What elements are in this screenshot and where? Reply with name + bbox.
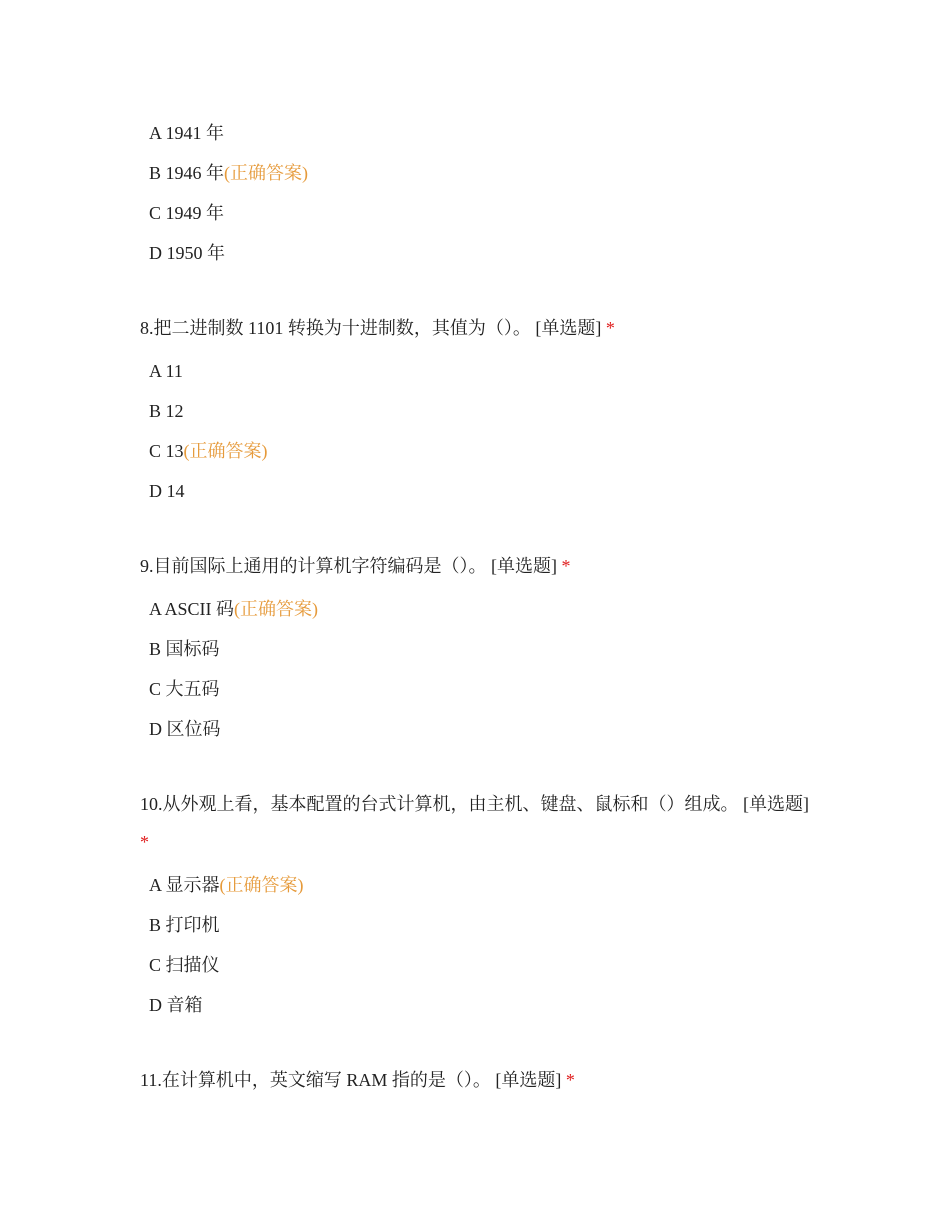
question-10-title: 10.从外观上看，基本配置的台式计算机，由主机、键盘、鼠标和（）组成。 [单选题] * xyxy=(140,794,809,852)
question-10-options xyxy=(140,865,820,1025)
option-9d: D 区位码 xyxy=(149,719,221,739)
option-7b: B 1946 年(正确答案) xyxy=(149,163,309,183)
required-marker: * xyxy=(565,1070,575,1090)
question-9-options xyxy=(140,589,820,749)
option-8b: B 12 xyxy=(149,401,184,421)
correct-answer-marker: (正确答案) xyxy=(183,441,268,461)
correct-answer-marker: (正确答案) xyxy=(234,599,319,619)
required-marker: * xyxy=(561,556,571,576)
question-8-options xyxy=(140,351,820,511)
option-8a: A 11 xyxy=(149,361,183,381)
option-10a: A 显示器(正确答案) xyxy=(149,875,304,895)
option-9b: B 国标码 xyxy=(149,639,220,659)
correct-answer-marker: (正确答案) xyxy=(224,163,309,183)
option-8d: D 14 xyxy=(149,481,185,501)
option-7d: D 1950 年 xyxy=(149,243,225,263)
question-9-title: 9.目前国际上通用的计算机字符编码是（）。 [单选题] * xyxy=(140,556,571,576)
option-7c: C 1949 年 xyxy=(149,203,225,223)
option-8c: C 13(正确答案) xyxy=(149,441,268,461)
option-10c: C 扫描仪 xyxy=(149,955,220,975)
required-marker: * xyxy=(605,318,615,338)
question-8-title: 8.把二进制数 1101 转换为十进制数，其值为（）。 [单选题] * xyxy=(140,318,615,338)
option-9a: A ASCII 码(正确答案) xyxy=(149,599,319,619)
required-marker: * xyxy=(140,832,149,852)
question-list xyxy=(140,113,820,1103)
question-7-options xyxy=(140,113,820,273)
option-10d: D 音箱 xyxy=(149,995,203,1015)
option-7a: A 1941 年 xyxy=(149,123,225,143)
option-10b: B 打印机 xyxy=(149,915,220,935)
question-11-title: 11.在计算机中，英文缩写 RAM 指的是（）。 [单选题] * xyxy=(140,1070,575,1090)
correct-answer-marker: (正确答案) xyxy=(219,875,304,895)
option-9c: C 大五码 xyxy=(149,679,220,699)
